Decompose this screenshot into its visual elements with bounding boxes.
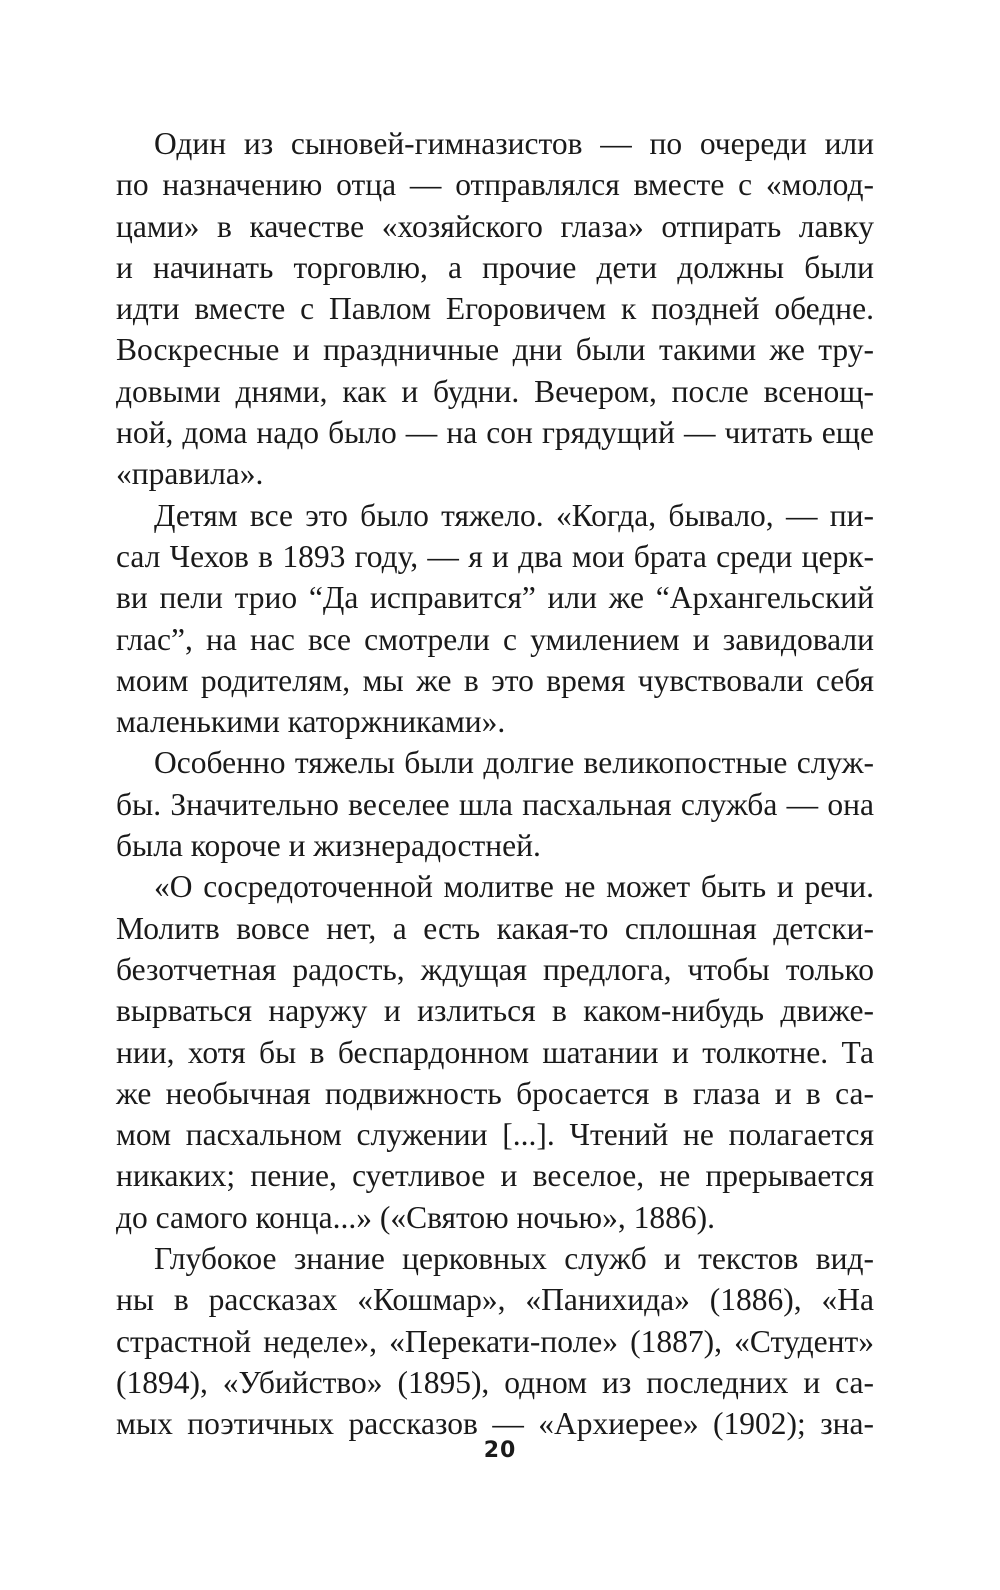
text-line: Молитв вовсе нет, а есть какая-то сплошная детски- <box>116 910 874 946</box>
text-line: сал Чехов в 1893 году, — я и два мои брата среди церк- <box>116 538 874 574</box>
text-line: «правила». <box>116 456 264 492</box>
text-line: Один из сыновей-гимназистов — по очереди или <box>154 126 874 161</box>
text-line: маленькими каторжниками». <box>116 704 506 740</box>
text-line: же необычная подвижность бросается в глаза и в са- <box>116 1075 874 1111</box>
text-line: по назначению отца — отправлялся вместе с «молод- <box>116 167 874 203</box>
text-line: цами» в качестве «хозяйского глаза» отпирать лавку <box>116 208 874 244</box>
body-text <box>116 123 874 1445</box>
text-line: ной, дома надо было — на сон грядущий — читать еще <box>116 415 874 451</box>
text-line: нии, хотя бы в беспардонном шатании и толкотне. Та <box>116 1034 874 1070</box>
page-number: 20 <box>483 1438 517 1463</box>
text-line: страстной неделе», «Перекати-поле» (1887), «Студент» <box>116 1323 874 1359</box>
text-line: довыми днями, как и будни. Вечером, после всенощ- <box>116 373 874 409</box>
text-line: мом пасхальном служении [...]. Чтений не полагается <box>116 1117 874 1153</box>
text-line: до самого конца...» («Святою ночью», 1886). <box>116 1199 715 1235</box>
text-line: «О сосредоточенной молитве не может быть и речи. <box>154 869 874 905</box>
text-line: бы. Значительно веселее шла пасхальная служба — она <box>116 786 874 822</box>
text-line: ви пели трио “Да исправится” или же “Архангельский <box>116 580 874 616</box>
text-line: никаких; пение, суетливое и веселое, не прерывается <box>116 1158 874 1194</box>
text-line: безотчетная радость, ждущая предлога, чтобы только <box>116 951 874 987</box>
text-line: и начинать торговлю, а прочие дети должны были <box>116 249 874 285</box>
text-line: Воскресные и праздничные дни были такими же тру- <box>116 332 874 368</box>
text-line: моим родителям, мы же в это время чувствовали себя <box>116 662 874 698</box>
text-line: была короче и жизнерадостней. <box>116 828 541 864</box>
text-line: Детям все это было тяжело. «Когда, бывало, — пи- <box>154 497 874 533</box>
text-line: вырваться наружу и излиться в каком-нибудь движе- <box>116 993 874 1029</box>
text-line: Особенно тяжелы были долгие великопостные служ- <box>154 745 874 781</box>
text-line: идти вместе с Павлом Егоровичем к поздней обедне. <box>116 291 874 327</box>
text-line: (1894), «Убийство» (1895), одном из последних и са- <box>116 1364 874 1400</box>
text-line: Глубокое знание церковных служб и текстов вид- <box>154 1241 874 1277</box>
text-line: глас”, на нас все смотрели с умилением и завидовали <box>116 621 874 657</box>
text-line: мых поэтичных рассказов — «Архиерее» (1902); зна- <box>116 1406 874 1442</box>
text-line: ны в рассказах «Кошмар», «Панихида» (1886), «На <box>116 1282 874 1318</box>
